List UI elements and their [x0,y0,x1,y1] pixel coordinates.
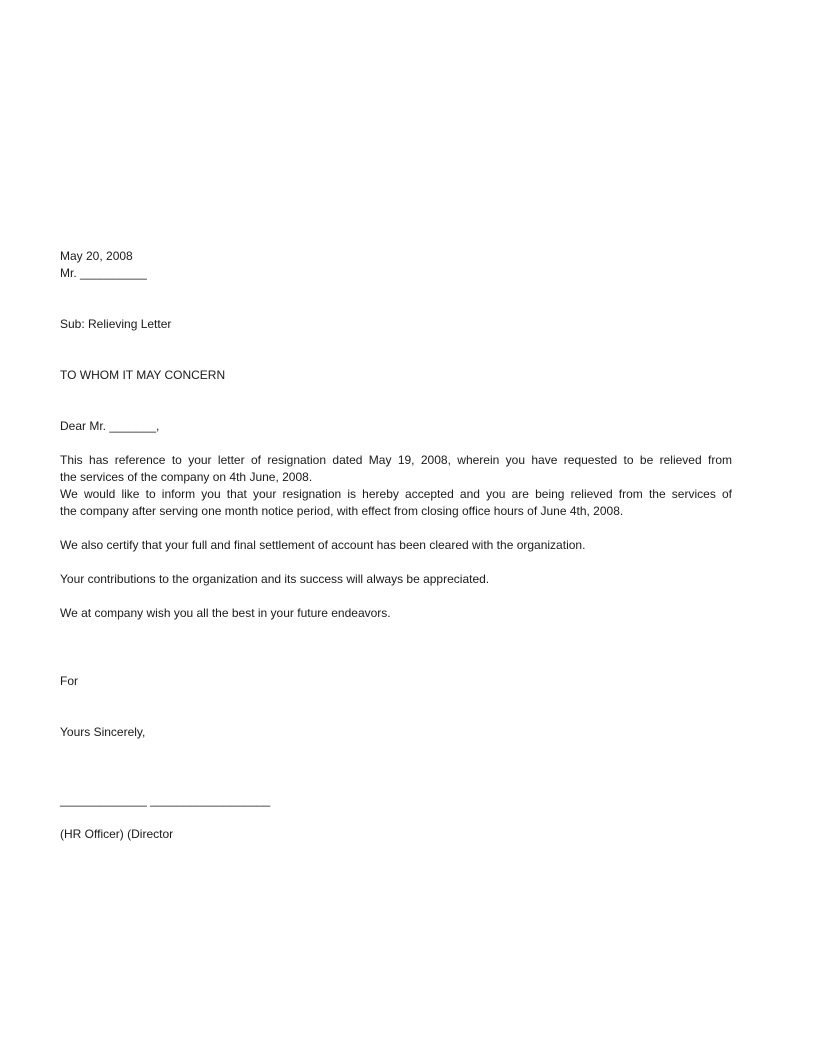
signatory-titles: (HR Officer) (Director [60,827,174,841]
body-paragraph-line: the company after serving one month notice period, with effect from closing office hours of June 4th, 2008. [60,504,624,518]
for-label: For [60,674,78,688]
body-paragraph-line: We would like to inform you that your resignation is hereby accepted and you are being relieved from the services of [60,487,732,501]
body-paragraph-settlement: We also certify that your full and final settlement of account has been cleared with the organization. [60,538,586,552]
salutation: Dear Mr. _______, [60,419,160,433]
recipient-line: Mr. __________ [60,266,147,280]
body-paragraph-resignation-reference [60,452,732,520]
body-paragraph-line: This has reference to your letter of resignation dated May 19, 2008, wherein you have requested to be relieved from [60,453,732,467]
body-paragraph-best-wishes: We at company wish you all the best in your future endeavors. [60,606,391,620]
signature-lines: _____________ __________________ [60,793,271,807]
subject-line: Sub: Relieving Letter [60,317,172,331]
concern-heading: TO WHOM IT MAY CONCERN [60,368,226,382]
body-paragraph-line: the services of the company on 4th June, 2008. [60,470,313,484]
closing: Yours Sincerely, [60,725,146,739]
letter-date: May 20, 2008 [60,249,133,263]
body-paragraph-contributions: Your contributions to the organization and its success will always be appreciated. [60,572,490,586]
